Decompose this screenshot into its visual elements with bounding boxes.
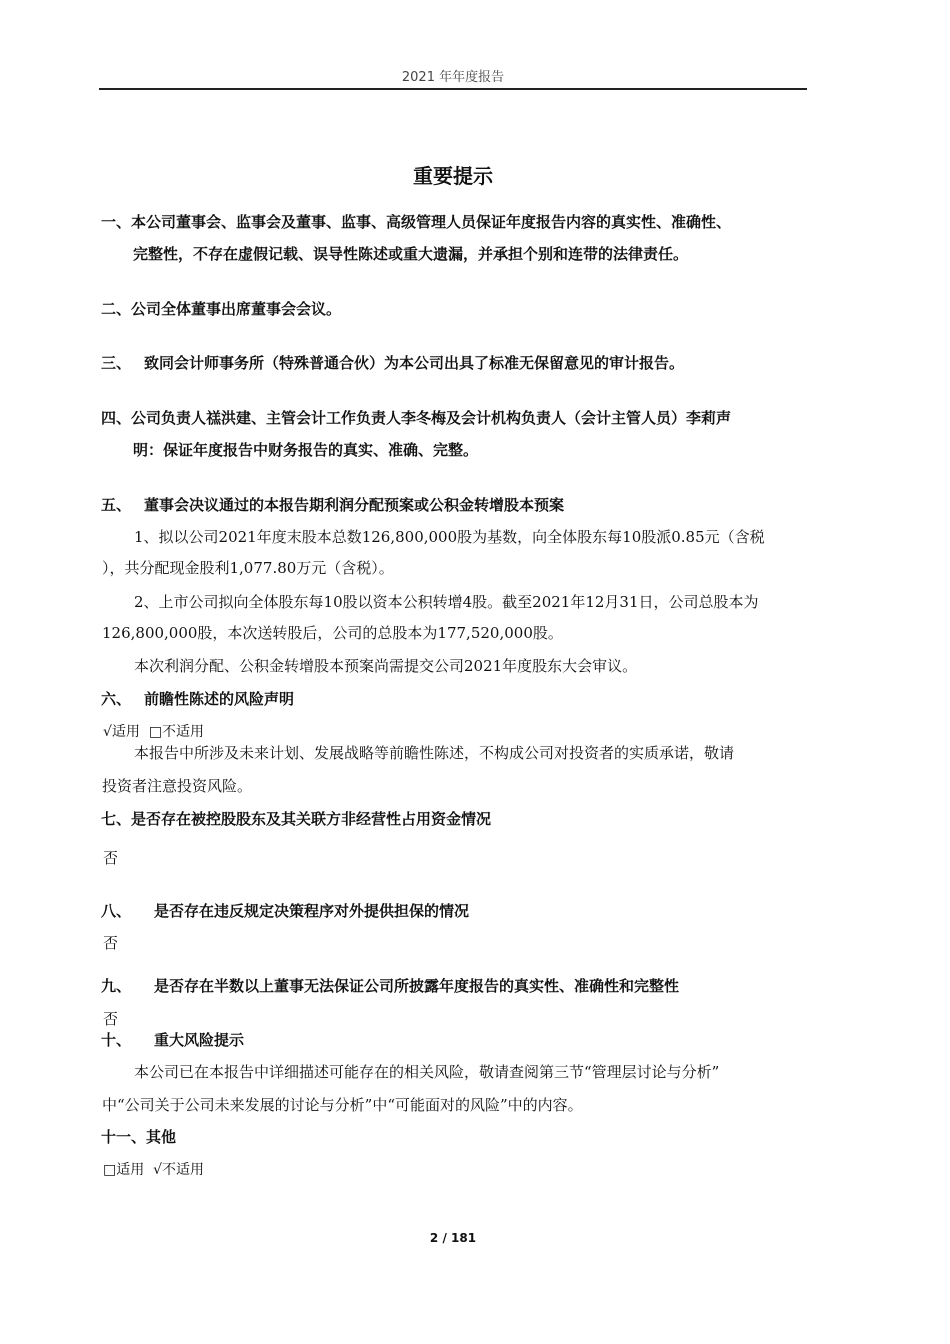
item-5-para-2-line-2: 126,800,000股，本次送转股后，公司的总股本为177,520,000股。	[102, 624, 563, 642]
item-8-heading: 是否存在违反规定决策程序对外提供担保的情况	[154, 902, 470, 920]
item-5-para-1-line-1: 1、拟以公司2021年度末股本总数126,800,000股为基数，向全体股东每10股派0.85元（含税	[134, 528, 765, 546]
item-3-number: 三、	[101, 354, 132, 372]
header-rule	[99, 88, 807, 90]
item-6-para-line-1: 本报告中所涉及未来计划、发展战略等前瞻性陈述，不构成公司对投资者的实质承诺，敬请	[134, 744, 735, 762]
item-10-heading: 重大风险提示	[154, 1031, 245, 1049]
item-11-applicability: □适用 √不适用	[103, 1162, 205, 1178]
item-5-para-1-line-2: ），共分配现金股利1,077.80万元（含税）。	[102, 559, 394, 577]
item-10-para-line-2: 中“公司关于公司未来发展的讨论与分析”中“可能面对的风险”中的内容。	[102, 1096, 583, 1114]
item-3-text: 致同会计师事务所（特殊普通合伙）为本公司出具了标准无保留意见的审计报告。	[144, 354, 685, 372]
item-1-line-2: 完整性，不存在虚假记载、误导性陈述或重大遗漏，并承担个别和连带的法律责任。	[133, 245, 689, 263]
item-6-applicability: √适用 □不适用	[103, 724, 205, 740]
item-9-answer: 否	[103, 1010, 119, 1028]
item-11: 十一、其他	[101, 1128, 177, 1146]
item-9-number: 九、	[101, 977, 132, 995]
item-4-line-1: 四、公司负责人禚洪建、主管会计工作负责人李冬梅及会计机构负责人（会计主管人员）李莉声	[101, 409, 732, 427]
item-2: 二、公司全体董事出席董事会会议。	[101, 300, 342, 318]
item-10-number: 十、	[101, 1031, 132, 1049]
item-10-para-line-1: 本公司已在本报告中详细描述可能存在的相关风险，敬请查阅第三节“管理层讨论与分析”	[134, 1063, 720, 1081]
item-8-answer: 否	[103, 934, 119, 952]
item-1-line-1: 一、本公司董事会、监事会及董事、监事、高级管理人员保证年度报告内容的真实性、准确性、	[101, 213, 732, 231]
page-number: 2 / 181	[429, 1231, 477, 1245]
item-9-heading: 是否存在半数以上董事无法保证公司所披露年度报告的真实性、准确性和完整性	[154, 977, 680, 995]
item-5-heading: 董事会决议通过的本报告期利润分配预案或公积金转增股本预案	[144, 496, 565, 514]
item-4-line-2: 明：保证年度报告中财务报告的真实、准确、完整。	[133, 441, 479, 459]
item-8-number: 八、	[101, 902, 132, 920]
item-5-number: 五、	[101, 496, 132, 514]
item-7-answer: 否	[103, 849, 119, 867]
item-6-para-line-2: 投资者注意投资风险。	[102, 777, 253, 795]
page-header: 2021 年年度报告	[401, 70, 505, 85]
item-6-number: 六、	[101, 690, 132, 708]
item-5-para-2-line-1: 2、上市公司拟向全体股东每10股以资本公积转增4股。截至2021年12月31日，公司总股本为	[134, 593, 759, 611]
page-title: 重要提示	[413, 164, 493, 188]
item-7: 七、是否存在被控股股东及其关联方非经营性占用资金情况	[101, 810, 492, 828]
item-6-heading: 前瞻性陈述的风险声明	[144, 690, 295, 708]
item-5-para-3: 本次利润分配、公积金转增股本预案尚需提交公司2021年度股东大会审议。	[134, 657, 638, 675]
